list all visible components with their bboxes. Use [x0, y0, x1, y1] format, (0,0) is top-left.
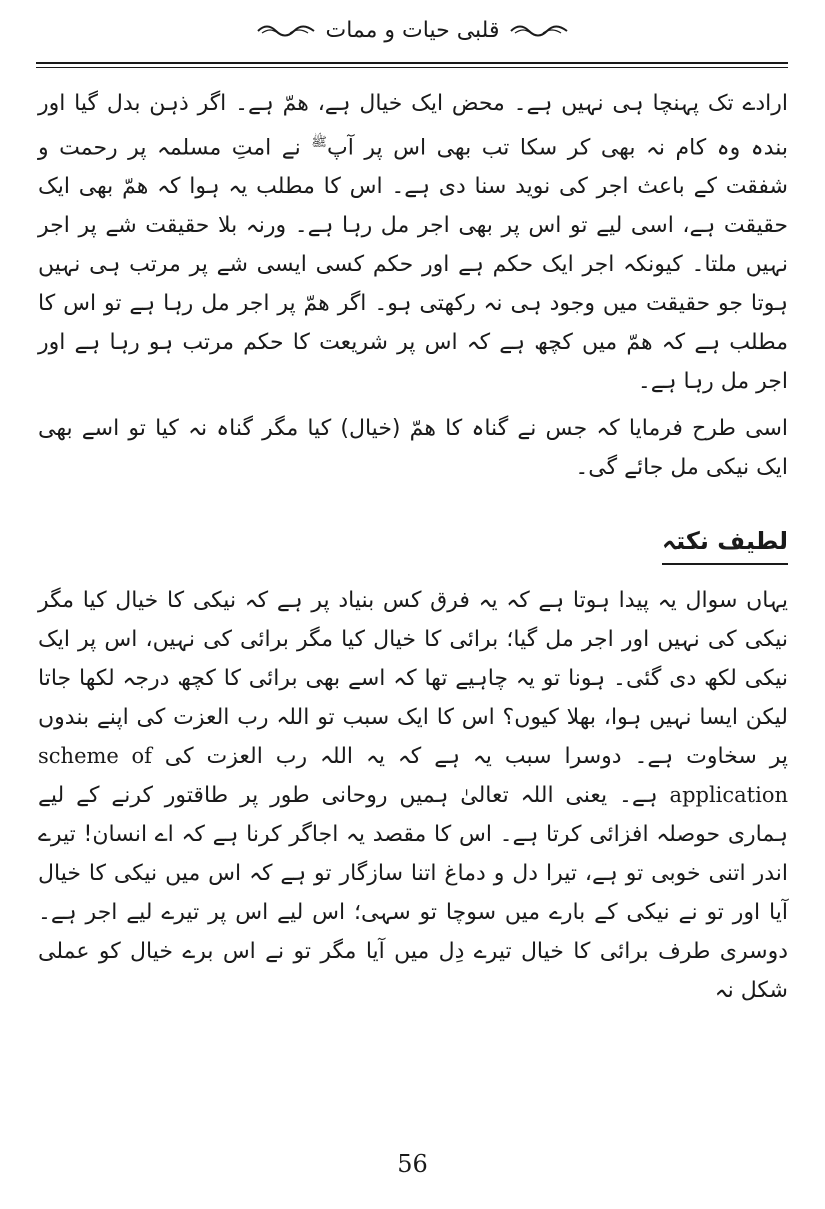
- page-number: 56: [397, 1150, 428, 1178]
- paragraph-3: [38, 581, 788, 1010]
- paragraph-2: [38, 409, 788, 487]
- page-content: [38, 84, 788, 1010]
- paragraph-3-before: یہاں سوال یہ پیدا ہوتا ہے کہ یہ فرق کس بنیاد پر ہے کہ نیکی کا خیال کیا مگر نیکی کی نہیں اور اجر مل گیا؛ برائی کا خیال کیا مگر برائی کی نہیں، اس پر ایک نیکی لکھ دی گئی۔ ہونا تو یہ چاہیے تھا کہ اسے بھی برائی کا کچھ درجہ لکھا جاتا لیکن ایسا نہیں ہوا، بھلا کیوں؟ اس کا ایک سبب تو اللہ رب العزت کی اپنے بندوں پر سخاوت ہے۔ دوسرا سبب یہ ہے کہ یہ اللہ رب العزت کی: [38, 588, 788, 770]
- paragraph-3-after: ہے۔ یعنی اللہ تعالیٰ ہمیں روحانی طور پر طاقتور کرنے کے لیے ہماری حوصلہ افزائی کرتا ہے۔ اس کا مقصد یہ اجاگر کرنا ہے کہ اے انسان! تیرے اندر اتنی خوبی تو ہے، تیرا دل و دماغ اتنا سازگار تو ہے کہ اس میں نیکی کا خیال آیا اور تو نے نیکی کے بارے میں سوچا تو سہی؛ اس لیے اس پر تیرے لیے اجر ہے۔ دوسری طرف برائی کا خیال تیرے دِل میں آیا مگر تو نے اس برے خیال کو عملی شکل نہ: [38, 783, 788, 1004]
- paragraph-1-text: ارادے تک پہنچا ہی نہیں ہے۔ محض ایک خیال ہے، ھمّ ہے۔ اگر ذہن بدل گیا اور بندہ وہ کام نہ بھی کر سکا تب بھی اس پر آپ: [38, 91, 788, 161]
- header-inner: [256, 18, 570, 43]
- ornament-right-icon: [509, 24, 569, 38]
- paragraph-1-text-after: نے امتِ مسلمہ پر رحمت و شفقت کے باعث اجر کی نوید سنا دی ہے۔ اس کا مطلب یہ ہوا کہ ھمّ بھی ایک حقیقت ہے، اسی لیے تو اس پر بھی اجر مل رہا ہے۔ ورنہ بلا حقیقت شے پر اجر نہیں ملتا۔ کیونکہ اجر ایک حکم ہے اور حکم کسی ایسی شے پر مرتب ہی نہیں ہوتا جو حقیقت میں وجود ہی نہ رکھتی ہو۔ اگر ھمّ پر اجر مل رہا ہے تو اس کا مطلب ہے کہ ھمّ میں کچھ ہے کہ اس پر شریعت کا حکم مرتب ہو رہا ہے اور اجر مل رہا ہے۔: [38, 135, 788, 395]
- section-heading-text: لطیف نکتہ: [662, 521, 788, 565]
- header-title: قلبی حیات و ممات: [325, 18, 500, 43]
- paragraph-1: [38, 84, 788, 401]
- header-rule-thin: [36, 67, 788, 68]
- header-rule-thick: [36, 62, 788, 64]
- section-heading: [38, 521, 788, 565]
- running-header: [0, 18, 825, 43]
- english-phrase: scheme of application: [38, 744, 788, 808]
- salutation-symbol: ﷺ: [311, 135, 328, 150]
- paragraph-2-text: اسی طرح فرمایا کہ جس نے گناہ کا ھمّ (خیال) کیا مگر گناہ نہ کیا تو اسے بھی ایک نیکی مل جائے گی۔: [38, 416, 788, 481]
- ornament-left-icon: [256, 24, 316, 38]
